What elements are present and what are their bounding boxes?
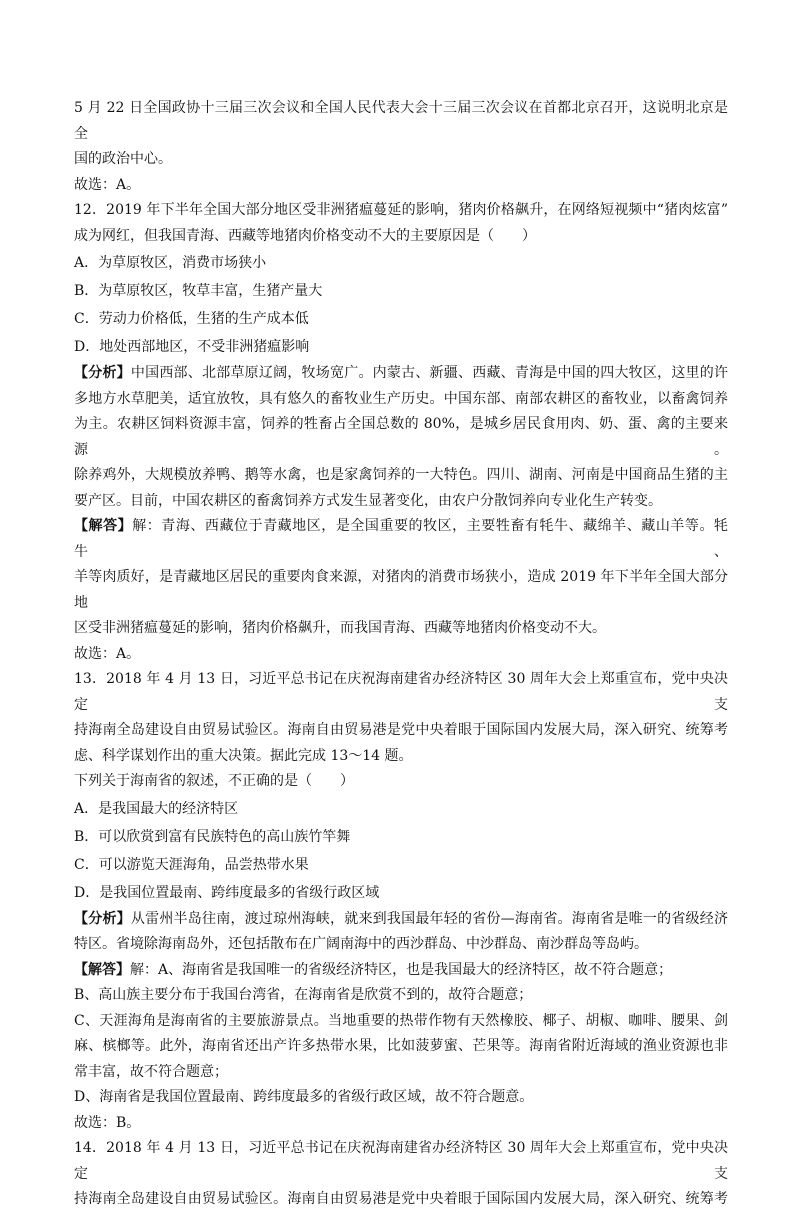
solution-line: 常丰富，故不符合题意； [74,1063,228,1080]
solution-line [74,514,728,565]
options-list [74,795,728,907]
analysis-line: 要产区。目前，中国农耕区的畜禽饲养方式发生显著变化，由农户分散饲养向专业化生产转变。 [74,492,662,509]
intro-line: 国的政治中心。 [74,151,172,167]
question-stem-line: 持海南全岛建设自由贸易试验区。海南自由贸易港是党中央着眼于国际国内发展大局，深入研究、统筹考 [74,722,728,738]
solution-text: 解：青海、西藏位于青藏地区，是全国重要的牧区，主要牲畜有牦牛、藏绵羊、藏山羊等。牦牛、 [74,518,729,560]
answer-line: 故选：A。 [74,176,141,193]
answer-line: 故选：B。 [74,1114,141,1131]
question-stem-line: 持海南全岛建设自由贸易试验区。海南自由贸易港是党中央着眼于国际国内发展大局，深入研究、统筹考 [74,1191,728,1207]
option-a: A．为草原牧区，消费市场狭小 [74,255,267,271]
solution-line [74,958,728,984]
solution-line: 区受非洲猪瘟蔓延的影响，猪肉价格飙升，而我国青海、西藏等地猪肉价格变动不大。 [74,620,606,636]
option-a: A．是我国最大的经济特区 [74,800,239,817]
option-b: B．为草原牧区，牧草丰富，生猪产量大 [74,283,323,299]
option-d: D．地处西部地区，不受非洲猪瘟影响 [74,339,310,355]
question-stem-line: 成为网红，但我国青海、西藏等地猪肉价格变动不大的主要原因是（ ） [74,227,536,244]
option-c: C．可以游览天涯海角，品尝热带水果 [74,856,309,873]
solution-text: 解：A、海南省是我国唯一的省级经济特区，也是我国最大的经济特区，故不符合题意； [130,961,673,978]
solution-tag: 【解答】 [74,961,130,978]
answer-line: 故选：A。 [74,645,141,662]
option-c: C．劳动力价格低，生猪的生产成本低 [74,311,309,327]
analysis-line: 除养鸡外，大规模放养鸭、鹅等水禽，也是家禽饲养的一大特色。四川、湖南、河南是中国商品生猪的主 [74,467,728,483]
solution-line: D、海南省是我国位置最南、跨纬度最多的省级行政区域，故不符合题意。 [74,1089,534,1105]
analysis-line: 多地方水草肥美，适宜放牧，具有悠久的畜牧业生产历史。中国东部、南部农耕区的畜牧业，以畜禽饲养 [74,390,728,407]
options-list [74,249,728,361]
analysis-tag: 【分析】 [74,365,131,381]
question-stem-line: 下列关于海南省的叙述，不正确的是（ ） [74,773,354,789]
question-12 [74,198,728,667]
question-stem-line: 14．2018 年 4 月 13 日，习近平总书记在庆祝海南建省办经济特区 30 周年大会上郑重宣布，党中央决定支 [74,1140,728,1182]
intro-block [74,96,728,198]
analysis-tag: 【分析】 [74,910,131,927]
solution-line: C、天涯海角是海南省的主要旅游景点。当地重要的热带作物有天然橡胶、椰子、胡椒、咖啡、腰果、剑 [74,1012,728,1029]
analysis-line: 特区。省境除海南岛外，还包括散布在广阔南海中的西沙群岛、中沙群岛、南沙群岛等岛屿。 [74,936,648,952]
option-d: D．是我国位置最南、跨纬度最多的省级行政区域 [74,884,380,901]
solution-tag: 【解答】 [74,518,133,534]
question-stem-line: 虑、科学谋划作出的重大决策。据此完成 13～14 题。 [74,747,413,764]
solution-line: 麻、槟榔等。此外，海南省还出产许多热带水果，比如菠萝蜜、芒果等。海南省附近海域的渔业资源也非 [74,1038,728,1054]
question-13 [74,667,728,1136]
solution-line: B、高山族主要分布于我国台湾省，在海南省是欣赏不到的，故符合题意； [74,987,533,1003]
option-b: B．可以欣赏到富有民族特色的高山族竹竿舞 [74,828,351,845]
analysis-line [74,361,728,387]
analysis-text: 中国西部、北部草原辽阔，牧场宽广。内蒙古、新疆、西藏、青海是中国的四大牧区，这里的许 [130,365,728,381]
analysis-line [74,907,728,933]
question-stem-line: 12．2019 年下半年全国大部分地区受非洲猪瘟蔓延的影响，猪肉价格飙升，在网络短视频中“猪肉炫富” [74,202,728,218]
intro-line: 5 月 22 日全国政协十三届三次会议和全国人民代表大会十三届三次会议在首都北京召开，这说明北京是全 [74,100,728,142]
analysis-line: 为主。农耕区饲料资源丰富，饲养的牲畜占全国总数的 80%，是城乡居民食用肉、奶、蛋、禽的主要来源。 [74,416,728,458]
analysis-text: 从雷州半岛往南，渡过琼州海峡，就来到我国最年轻的省份—海南省。海南省是唯一的省级经济 [130,910,728,927]
document-page [74,96,728,1213]
solution-line: 羊等肉质好，是青藏地区居民的重要肉食来源，对猪肉的消费市场狭小，造成 2019 年下半年全国大部分地 [74,569,728,611]
question-stem-line: 13．2018 年 4 月 13 日，习近平总书记在庆祝海南建省办经济特区 30 周年大会上郑重宣布，党中央决定支 [74,671,728,713]
question-14 [74,1136,728,1213]
